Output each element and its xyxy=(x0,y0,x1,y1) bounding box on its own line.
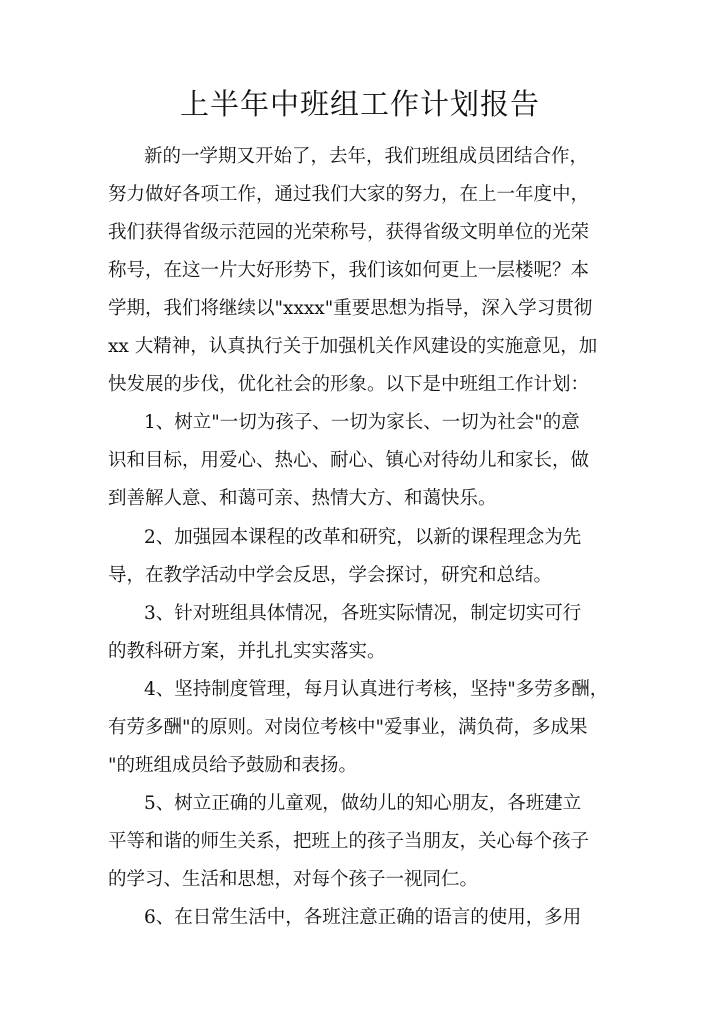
paragraph-line: xx 大精神，认真执行关于加强机关作风建设的实施意见，加 xyxy=(108,336,598,357)
paragraph-line: 我们获得省级示范园的光荣称号，获得省级文明单位的光荣 xyxy=(108,222,590,243)
paragraph-line: 5、树立正确的儿童观，做幼儿的知心朋友，各班建立 xyxy=(144,793,582,814)
paragraph-line: 1、树立"一切为孩子、一切为家长、一切为社会"的意 xyxy=(144,412,580,433)
paragraph-line: 6、在日常生活中，各班注意正确的语言的使用，多用 xyxy=(144,907,582,928)
paragraph-line: 3、针对班组具体情况，各班实际情况，制定切实可行 xyxy=(144,603,582,624)
paragraph-line: 平等和谐的师生关系，把班上的孩子当朋友，关心每个孩子 xyxy=(108,831,590,852)
paragraph-line: 有劳多酬"的原则。对岗位考核中"爱事业，满负荷，多成果 xyxy=(108,717,588,738)
paragraph-line: 新的一学期又开始了，去年，我们班组成员团结合作， xyxy=(144,146,589,167)
paragraph-line: 的教科研方案，并扎扎实实落实。 xyxy=(108,641,386,662)
paragraph-line: "的班组成员给予鼓励和表扬。 xyxy=(108,755,358,776)
paragraph-line: 学期，我们将继续以"xxxx"重要思想为指导，深入学习贯彻 xyxy=(108,298,593,319)
paragraph-line: 的学习、生活和思想，对每个孩子一视同仁。 xyxy=(108,869,479,890)
paragraph-line: 到善解人意、和蔼可亲、热情大方、和蔼快乐。 xyxy=(108,488,497,509)
paragraph-line: 努力做好各项工作，通过我们大家的努力，在上一年度中， xyxy=(108,184,590,205)
paragraph-line: 2、加强园本课程的改革和研究，以新的课程理念为先 xyxy=(144,527,582,548)
document-title: 上半年中班组工作计划报告 xyxy=(179,87,540,121)
paragraph-line: 称号，在这一片大好形势下，我们该如何更上一层楼呢？本 xyxy=(108,260,590,281)
paragraph-line: 识和目标，用爱心、热心、耐心、镇心对待幼儿和家长，做 xyxy=(108,450,590,471)
paragraph-line: 快发展的步伐，优化社会的形象。以下是中班组工作计划： xyxy=(108,374,590,395)
paragraph-line: 4、坚持制度管理，每月认真进行考核，坚持"多劳多酬， xyxy=(144,679,609,700)
paragraph-line: 导，在教学活动中学会反思，学会探讨，研究和总结。 xyxy=(108,565,553,586)
